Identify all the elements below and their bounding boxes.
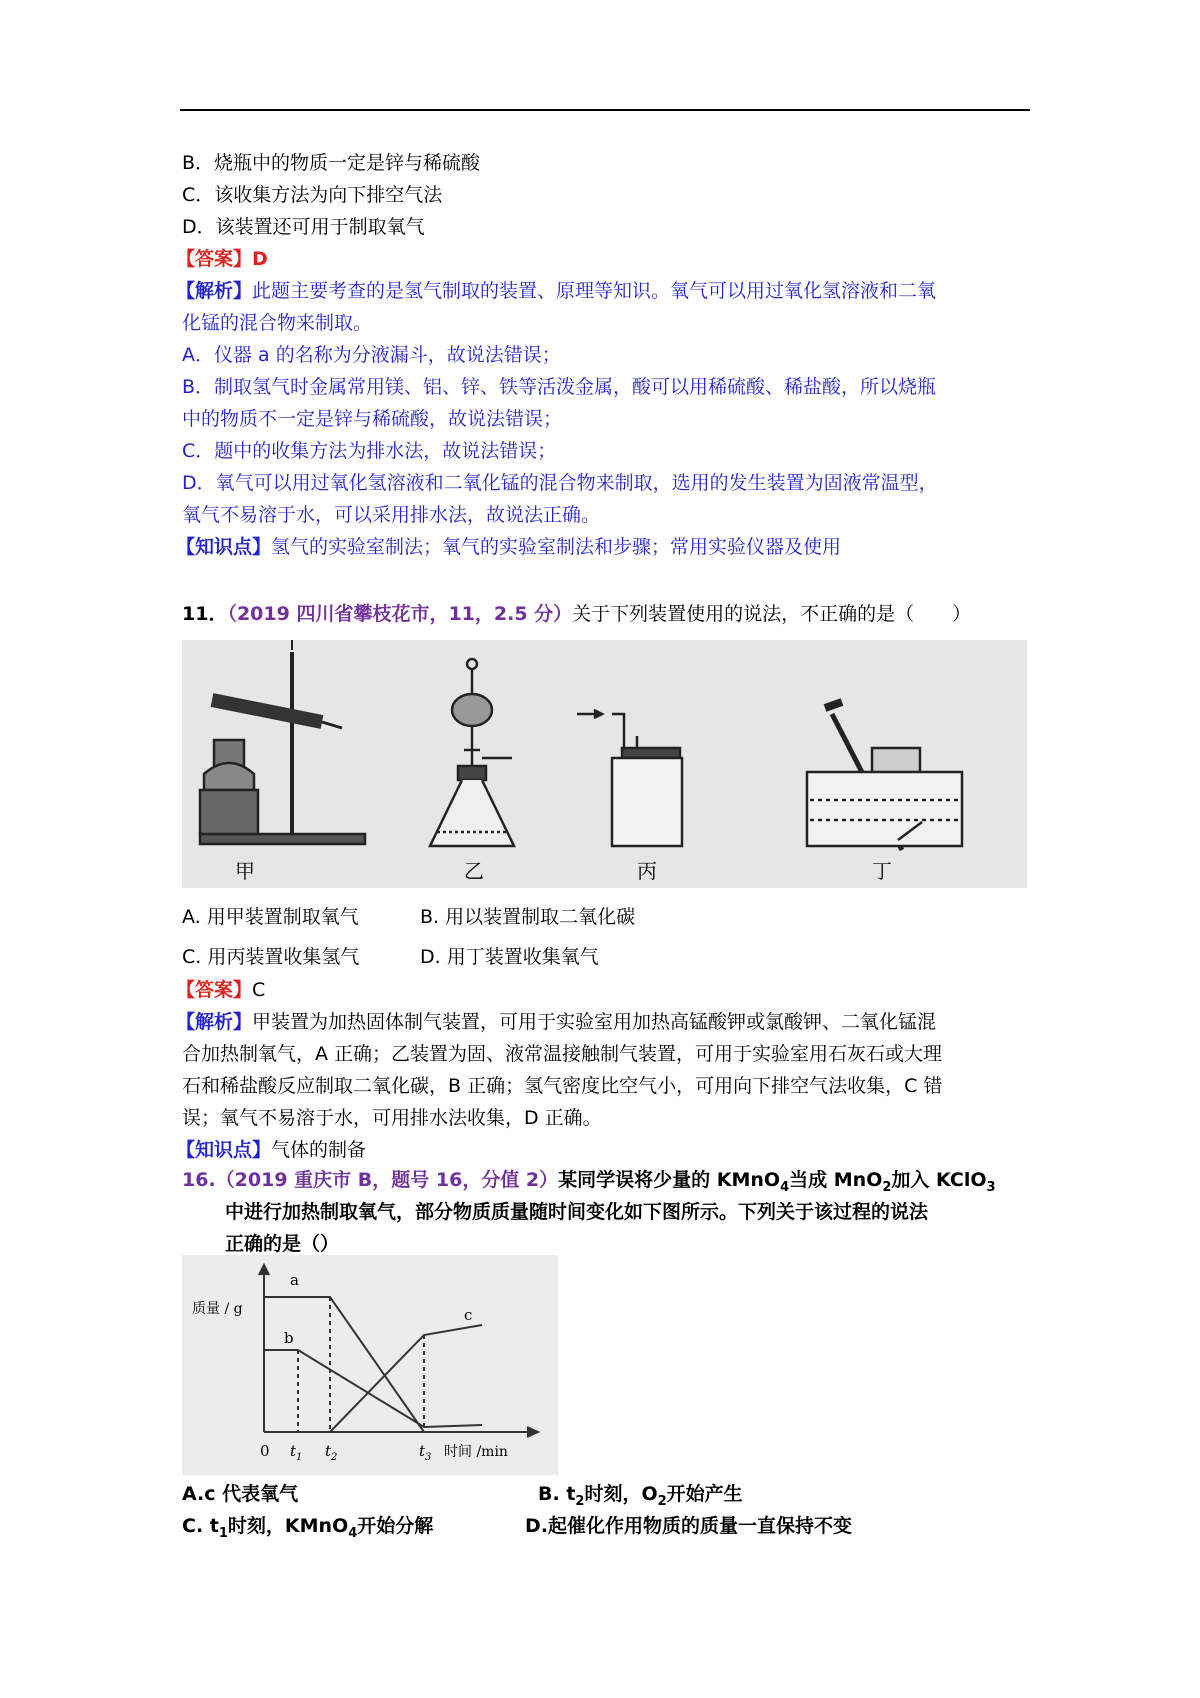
header-rule [180,109,1030,111]
subscript: 3 [986,1179,996,1195]
q16-stem-part: 当成 MnO [789,1169,883,1191]
q16-stem-3: 正确的是（） [225,1233,340,1255]
curve-a-label: a [290,1271,299,1289]
y-axis-label: 质量 / g [192,1301,243,1317]
option-text: C. t [182,1515,219,1537]
q16-option-b [538,1481,743,1515]
prev-line-b1: B．制取氢气时金属常用镁、铝、锌、铁等活泼金属，酸可以用稀硫酸、稀盐酸，所以烧瓶 [182,376,937,398]
label-yi: 乙 [464,859,484,883]
knowledge-label: 【知识点】 [176,1139,272,1161]
answer-value: D [252,248,268,270]
prev-line-d1: D．氧气可以用过氧化氢溶液和二氧化锰的混合物来制取，选用的发生装置为固液常温型， [182,472,938,494]
t2-label [325,1442,337,1463]
q11-option-a: A. 用甲装置制取氧气 [182,906,359,928]
q16-mass-time-graph [182,1255,558,1475]
label-bing: 丙 [637,859,657,883]
q11-knowledge [176,1137,366,1163]
q16-number: 16. [182,1169,216,1191]
origin-label: 0 [260,1442,270,1460]
t1-subscript: 1 [296,1452,303,1463]
q11-option-b: B. 用以装置制取二氧化碳 [420,906,636,928]
curve-b-label: b [284,1329,294,1347]
option-text: 时刻，O [584,1483,658,1505]
stand-base [200,834,365,844]
option-text: 时刻，KMnO [227,1515,349,1537]
option-text: B. t [538,1483,576,1505]
q11-analysis-4: 误；氧气不易溶于水，可用排水法收集，D 正确。 [182,1107,602,1129]
prev-option-d: D．该装置还可用于制取氧气 [182,216,425,238]
q11-answer [176,977,265,1003]
prev-knowledge [176,534,841,560]
q16-option-c [182,1513,433,1547]
answer-value: C [252,979,266,1001]
q11-stem [182,601,971,627]
answer-label: 【答案】 [176,979,253,1001]
graph-drawing [182,1255,558,1475]
q11-apparatus-figure [182,640,1027,888]
subscript: 4 [348,1525,358,1541]
q16-stem-1 [182,1167,996,1201]
x-axis-label: 时间 /min [444,1444,508,1460]
t3-subscript: 3 [425,1452,432,1463]
prev-option-b: B．烧瓶中的物质一定是锌与稀硫酸 [182,152,481,174]
subscript: 4 [780,1179,790,1195]
analysis-text: 此题主要考查的是氢气制取的装置、原理等知识。氧气可以用过氧化氢溶液和二氧 [252,280,937,302]
t1-label [290,1442,302,1463]
q11-source: （2019 四川省攀枝花市，11，2.5 分） [227,603,573,625]
q11-analysis-2: 合加热制氧气，A 正确；乙装置为固、液常温接触制气装置，可用于实验室用石灰石或大理 [182,1043,943,1065]
q11-number: 11． [182,603,228,625]
option-text: 开始产生 [666,1483,743,1505]
prev-answer [176,246,268,272]
q11-analysis-3: 石和稀盐酸反应制取二氧化碳，B 正确；氢气密度比空气小，可用向下排空气法收集，C 错 [182,1075,943,1097]
prev-line-a: A．仪器 a 的名称为分液漏斗，故说法错误； [182,344,561,366]
label-jia: 甲 [235,859,255,883]
apparatus-drawing [182,640,1027,888]
q16-source: （2019 重庆市 B，题号 16，分值 2） [215,1169,559,1191]
t2-subscript: 2 [331,1452,338,1463]
prev-line-b2: 中的物质不一定是锌与稀硫酸，故说法错误； [182,408,563,430]
q11-option-c: C. 用丙装置收集氢气 [182,946,360,968]
analysis-label: 【解析】 [176,1011,253,1033]
t3-label [419,1442,431,1463]
q16-stem-part: 加入 KClO [891,1169,987,1191]
q11-analysis-1 [176,1009,936,1035]
prev-analysis-2: 化锰的混合物来制取。 [182,312,373,334]
q16-stem-2: 中进行加热制取氧气，部分物质质量随时间变化如下图所示。下列关于该过程的说法 [225,1201,929,1223]
analysis-text: 甲装置为加热固体制气装置，可用于实验室用加热高锰酸钾或氯酸钾、二氧化锰混 [252,1011,937,1033]
analysis-label: 【解析】 [176,280,253,302]
q16-stem-part: 某同学误将少量的 KMnO [558,1169,781,1191]
q11-stem-text: 关于下列装置使用的说法，不正确的是（ ） [572,603,972,625]
subscript: 2 [882,1179,892,1195]
answer-label: 【答案】 [176,248,253,270]
prev-analysis-1 [176,278,936,304]
subscript: 2 [657,1493,667,1509]
prev-option-c: C．该收集方法为向下排空气法 [182,184,443,206]
prev-line-d2: 氧气不易溶于水，可以采用排水法，故说法正确。 [182,504,601,526]
label-ding: 丁 [872,859,892,883]
knowledge-text: 气体的制备 [271,1139,367,1161]
subscript: 2 [575,1493,585,1509]
curve-c-label: c [464,1306,473,1324]
prev-line-c: C．题中的收集方法为排水法，故说法错误； [182,440,557,462]
knowledge-text: 氢气的实验室制法；氧气的实验室制法和步骤；常用实验仪器及使用 [271,536,842,558]
q16-option-a: A.c 代表氧气 [182,1483,299,1505]
t3-letter: t [419,1442,426,1460]
subscript: 1 [218,1525,228,1541]
q16-option-d: D.起催化作用物质的质量一直保持不变 [525,1515,852,1537]
t1-letter: t [290,1442,297,1460]
q11-option-d: D. 用丁装置收集氧气 [420,946,599,968]
knowledge-label: 【知识点】 [176,536,272,558]
t2-letter: t [325,1442,332,1460]
option-text: 开始分解 [357,1515,434,1537]
